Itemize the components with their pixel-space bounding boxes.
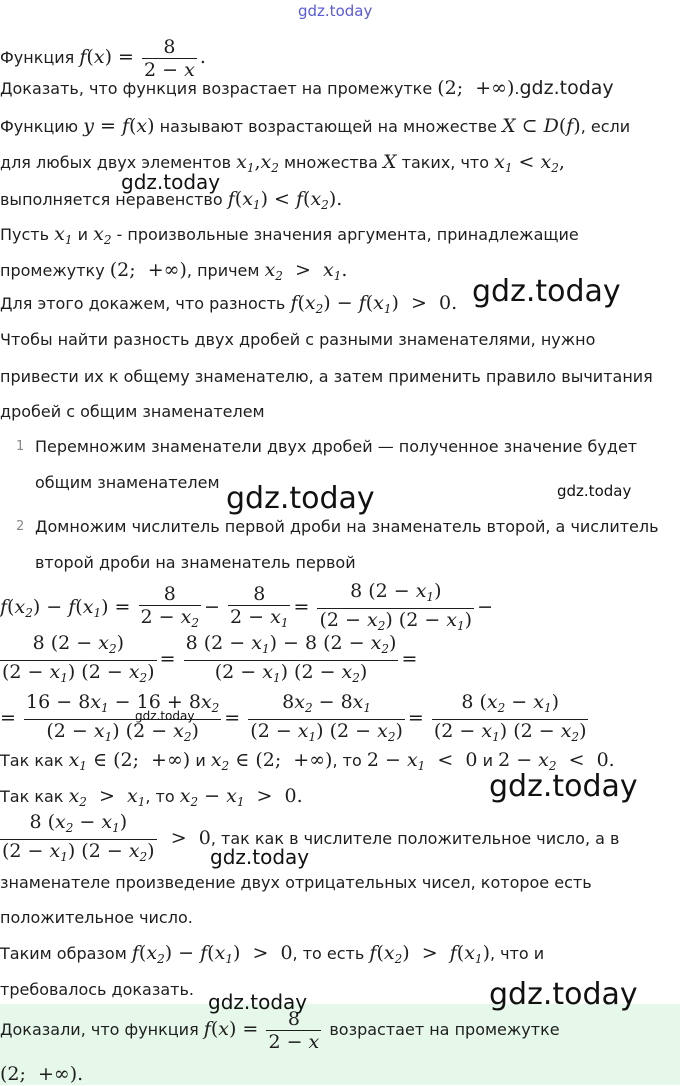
text: Так как xyxy=(0,751,64,770)
task-statement: Доказать, что функция возрастает на промежутке (2; +∞).gdz.today xyxy=(0,77,614,99)
text: и xyxy=(77,225,88,244)
watermark: gdz.today xyxy=(489,977,638,1012)
definition-line: выполняется неравенство $f(x_1) < f(x_2)$. xyxy=(0,188,343,212)
text: - произвольные значения аргумента, принадлежащие xyxy=(116,225,579,244)
text: и xyxy=(482,751,493,770)
list-item: Перемножим знаменатели двух дробей — полученное значение будет xyxy=(35,437,638,456)
proof-line: Чтобы найти разность двух дробей с разными знаменателями, нужно xyxy=(0,330,596,349)
proof-line: положительное число. xyxy=(0,908,193,927)
watermark-top: gdz.today xyxy=(298,2,373,20)
proof-line: Пусть $x_1$ и $x_2$ - произвольные значения аргумента, принадлежащие xyxy=(0,223,579,247)
text: , то xyxy=(145,787,175,806)
list-item: второй дроби на знаменатель первой xyxy=(35,553,356,572)
watermark: gdz.today xyxy=(226,481,375,516)
equation-row: = $\frac{16 - 8x_1 - 16 + 8x_2}{(2 - x_1) (2 - x_2)}$ = $\frac{8x_2 - 8x_1}{(2 - x_1) (2 - x_2)}$ = $\frac{8 (x_2 - x_1)}{(2 - x_1) (2 - x_2)}$ xyxy=(0,691,591,748)
definition-line: Функцию y = f(x) называют возрастающей на множестве X ⊂ D(f), если xyxy=(0,115,631,137)
summary-line: Доказали, что функция f(x) = $\frac{8}{2 - x}$ возрастает на промежутке xyxy=(0,1008,560,1053)
text: , так как в числителе положительное число, а в xyxy=(210,829,620,848)
text: Функция xyxy=(0,48,75,67)
function-definition: Функция f(x) = $\frac{8}{2 - x}$ . xyxy=(0,36,206,81)
text: множества xyxy=(283,153,378,172)
text: таких, что xyxy=(401,153,490,172)
proof-line: привести их к общему знаменателю, а затем применить правило вычитания xyxy=(0,367,653,386)
proof-line: требовалось доказать. xyxy=(0,980,195,999)
text: , то есть xyxy=(292,944,365,963)
proof-line: Таким образом $f(x_2) - f(x_1) > 0$, то есть $f(x_2) > f(x_1)$, что и xyxy=(0,942,545,966)
proof-line: Так как $x_2 > x_1$, то $x_2 - x_1 > 0$. xyxy=(0,785,303,809)
proof-line: дробей с общим знаменателем xyxy=(0,402,265,421)
text: возрастает на промежутке xyxy=(329,1020,560,1039)
list-number: 2 xyxy=(16,519,25,534)
proof-line: Так как $x_1$ ∈ (2; +∞) и $x_2$ ∈ (2; +∞), то $2 - x_1 < 0$ и $2 - x_2 < 0$. xyxy=(0,749,615,773)
proof-line: $\frac{8 (x_2 - x_1)}{(2 - x_1) (2 - x_2)}$ > 0, так как в числителе положительное число, а в xyxy=(0,811,619,868)
list-item: Домножим числитель первой дроби на знаменатель второй, а числитель xyxy=(35,517,659,536)
text: Пусть xyxy=(0,225,50,244)
equation-row: $f(x_2) - f(x_1)$ = $\frac{8}{2 - x_2}$ − $\frac{8}{2 - x_1}$ = $\frac{8 (2 - x_1)}{(2 - x_2) (2 - x_1)}$ − xyxy=(0,580,493,637)
list-number: 1 xyxy=(16,439,25,454)
watermark: gdz.today xyxy=(210,845,310,869)
watermark: gdz.today xyxy=(135,709,195,723)
text: , если xyxy=(580,117,631,136)
watermark: gdz.today xyxy=(557,482,632,500)
text: Так как xyxy=(0,787,64,806)
text: Для этого докажем, что разность xyxy=(0,294,286,313)
text: . xyxy=(514,79,520,98)
definition-line: для любых двух элементов $x_1,x_2$ множества X таких, что $x_1 < x_2$, xyxy=(0,151,565,175)
summary-line: (2; +∞). xyxy=(0,1063,84,1085)
text: Таким образом xyxy=(0,944,127,963)
watermark: gdz.today xyxy=(121,170,221,194)
list-item: общим знаменателем xyxy=(35,473,220,492)
equation-row: $\frac{8 (2 - x_2)}{(2 - x_1) (2 - x_2)}$ = $\frac{8 (2 - x_1) - 8 (2 - x_2)}{(2 - x_1) (2 - x_2)}$ = xyxy=(0,632,417,689)
text: Доказали, что функция xyxy=(0,1020,199,1039)
text: , то xyxy=(332,751,362,770)
text: , причем xyxy=(186,261,260,280)
proof-line: знаменателе произведение двух отрицательных чисел, которое есть xyxy=(0,873,592,892)
proof-line: Для этого докажем, что разность $f(x_2) - f(x_1) > 0$. xyxy=(0,292,458,316)
proof-line: промежутку (2; +∞), причем $x_2 > x_1$. xyxy=(0,259,348,283)
text: и xyxy=(195,751,206,770)
text: , что и xyxy=(489,944,545,963)
text: называют возрастающей на множестве xyxy=(159,117,497,136)
watermark: gdz.today xyxy=(472,274,621,309)
text: Доказать, что функция возрастает на промежутке xyxy=(0,79,433,98)
text: выполняется неравенство xyxy=(0,190,223,209)
text: для любых двух элементов xyxy=(0,153,232,172)
text: Функцию xyxy=(0,117,79,136)
watermark: gdz.today xyxy=(208,990,308,1014)
text: промежутку xyxy=(0,261,105,280)
watermark: gdz.today xyxy=(489,769,638,804)
